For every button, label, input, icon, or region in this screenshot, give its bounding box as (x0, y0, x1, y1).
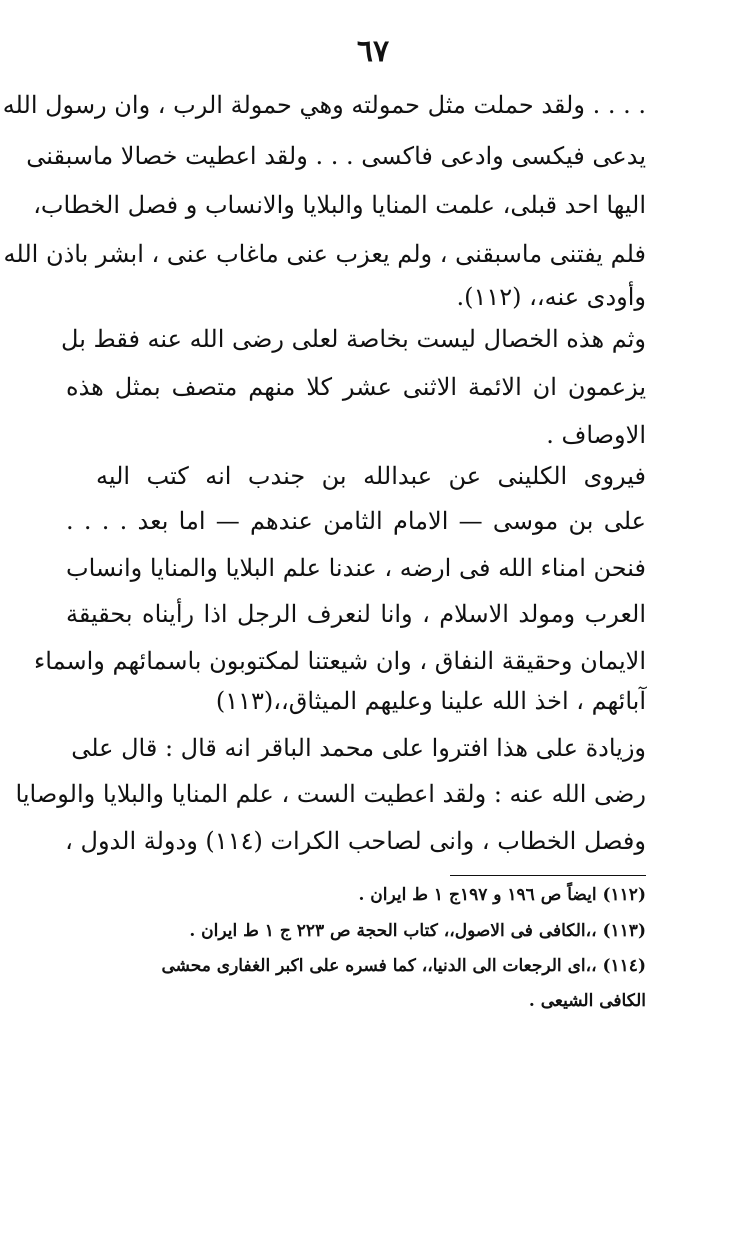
text-line: وزيادة على هذا افتروا على محمد الباقر انه قال : قال على (71, 734, 646, 762)
text-line: يدعى فيكسى وادعى فاكسى . . . ولقد اعطيت خصالا ماسبقنى (26, 142, 646, 170)
footnote: الكافى الشيعى . (528, 991, 646, 1011)
text-line: وفصل الخطاب ، وانى لصاحب الكرات (١١٤) ودولة الدول ، (65, 827, 646, 855)
text-line: . . . . ولقد حملت مثل حمولته وهي حمولة الرب ، وان رسول الله (2, 91, 646, 119)
text-line: على بن موسى — الامام الثامن عندهم — اما بعد . . . . (66, 507, 646, 535)
text-line: يزعمون ان الائمة الاثنى عشر كلا منهم متصف بمثل هذه (66, 373, 646, 401)
footnote: (١١٢) ايضاً ص ١٩٦ و ١٩٧ج ١ ط ايران . (358, 885, 646, 905)
text-line: الاوصاف . (546, 421, 646, 449)
text-line: الايمان وحقيقة النفاق ، وان شيعتنا لمكتوبون باسمائهم واسماء (34, 647, 646, 675)
page-number: ٦٧ (356, 34, 390, 69)
footnote-separator (450, 875, 646, 876)
footnote: (١١٣) ،،الكافى فى الاصول،، كتاب الحجة ص ٢٢٣ ج ١ ط ايران . (189, 921, 646, 941)
text-line: اليها احد قبلى، علمت المنايا والبلايا والانساب و فصل الخطاب، (33, 191, 646, 219)
text-line: وأودى عنه،، (١١٢). (456, 283, 646, 311)
text-line: العرب ومولد الاسلام ، وانا لنعرف الرجل اذا رأيناه بحقيقة (66, 600, 646, 628)
text-line: فيروى الكلينى عن عبدالله بن جندب انه كتب اليه (96, 462, 646, 490)
text-line: وثم هذه الخصال ليست بخاصة لعلى رضى الله عنه فقط بل (61, 325, 646, 353)
footnote: (١١٤) ،،اى الرجعات الى الدنيا،، كما فسره على اكبر الغفارى محشى (161, 956, 646, 976)
text-line: رضى الله عنه : ولقد اعطيت الست ، علم المنايا والبلايا والوصايا (15, 780, 646, 808)
text-line: آبائهم ، اخذ الله علينا وعليهم الميثاق،،(١١٣) (215, 687, 646, 715)
text-line: فلم يفتنى ماسبقنى ، ولم يعزب عنى ماغاب عنى ، ابشر باذن الله (3, 240, 646, 268)
text-line: فنحن امناء الله فى ارضه ، عندنا علم البلايا والمنايا وانساب (66, 554, 646, 582)
